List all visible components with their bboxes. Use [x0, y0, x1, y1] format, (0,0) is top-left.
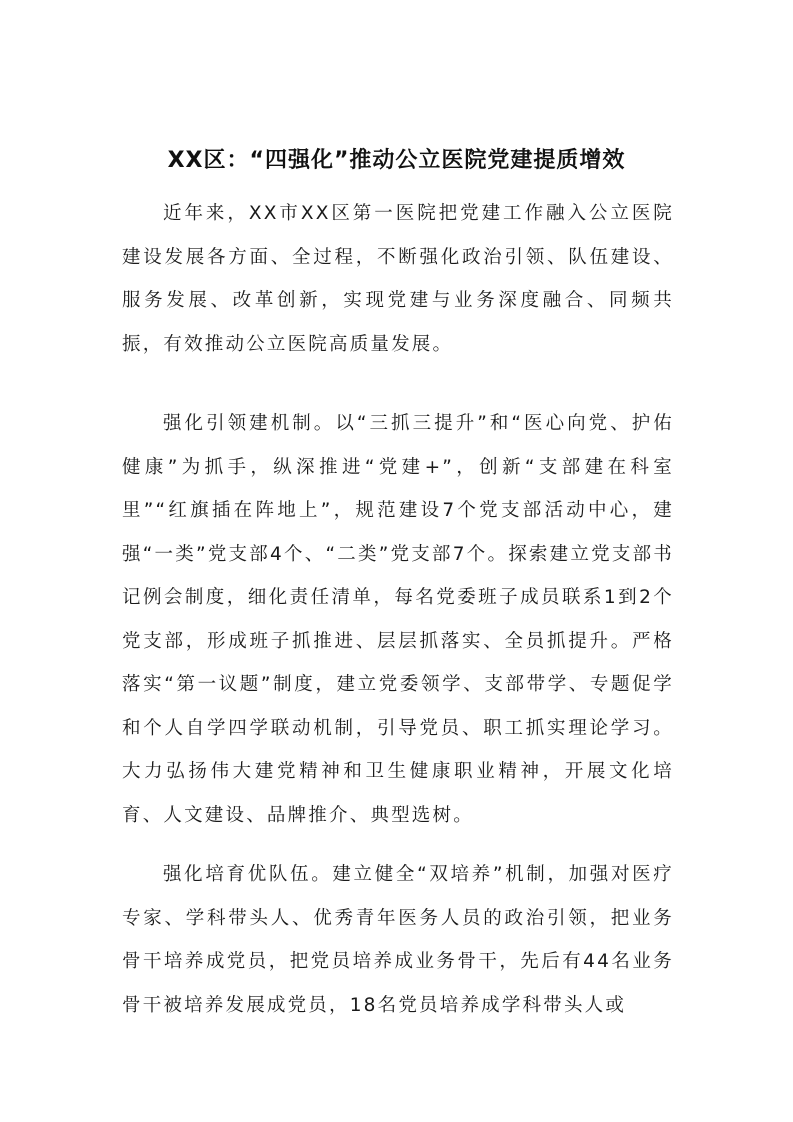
paragraph-team-cultivation: 强化培育优队伍。建立健全“双培养”机制，加强对医疗专家、学科带头人、优秀青年医务人员的政治引领，把业务骨干培养成党员，把党员培养成业务骨干，先后有44名业务骨干被培养发展成党员，18名党员培养成学科带头人或 [122, 864, 674, 1016]
paragraph-leadership-mechanism: 强化引领建机制。以“三抓三提升”和“医心向党、护佑健康”为抓手，纵深推进“党建+”，创新“支部建在科室里”“红旗插在阵地上”，规范建设7个党支部活动中心，建强“一类”党支部4个、“二类”党支部7个。探索建立党支部书记例会制度，细化责任清单，每名党委班子成员联系1到2个党支部，形成班子抓推进、层层抓落实、全员抓提升。严格落实“第一议题”制度，建立党委领学、支部带学、专题促学和个人自学四学联动机制，引导党员、职工抓实理论学习。大力弘扬伟大建党精神和卫生健康职业精神，开展文化培育、人文建设、品牌推介、典型选树。 [122, 413, 674, 826]
document-title: XX区：“四强化”推动公立医院党建提质增效 [167, 147, 626, 173]
paragraph-intro: 近年来，XX市XX区第一医院把党建工作融入公立医院建设发展各方面、全过程，不断强化政治引领、队伍建设、服务发展、改革创新，实现党建与业务深度融合、同频共振，有效推动公立医院高质量发展。 [122, 203, 674, 355]
